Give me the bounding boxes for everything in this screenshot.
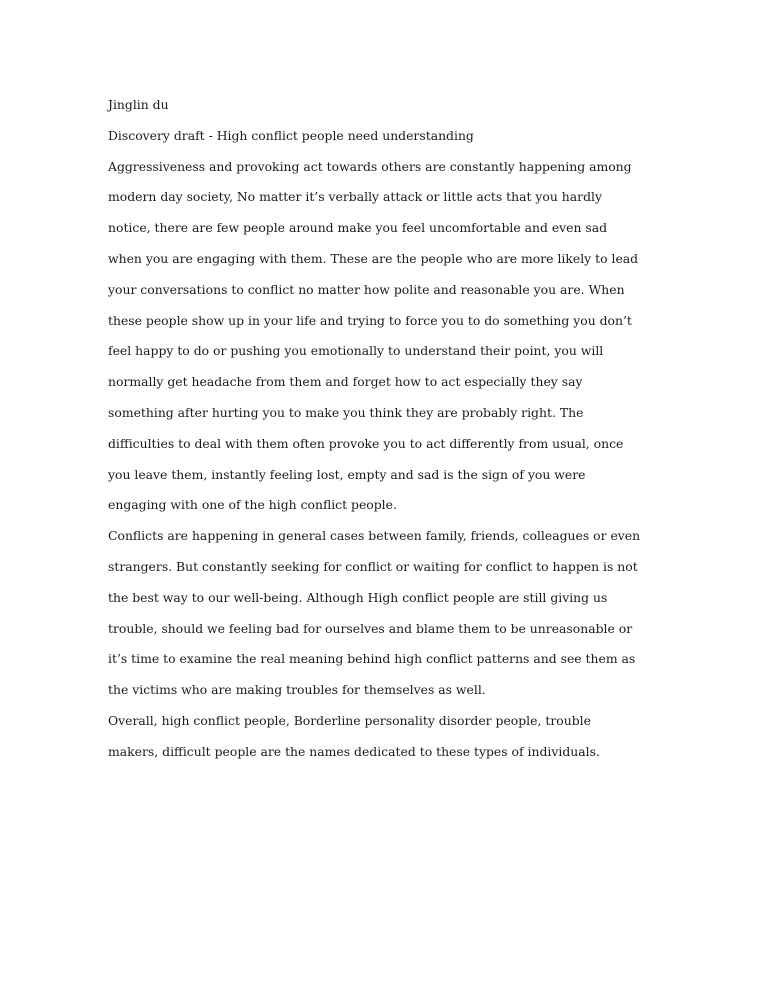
document-title: Discovery draft - High conflict people need understanding [108, 127, 474, 143]
author-name: Jinglin du [108, 97, 169, 112]
paragraph-line: when you are engaging with them. These are the people who are more likely to lead [108, 250, 639, 266]
paragraph-line: notice, there are few people around make you feel uncomfortable and even sad [108, 220, 608, 236]
paragraph-3 [108, 706, 668, 768]
paragraph-line: feel happy to do or pushing you emotionally to understand their point, you will [108, 343, 604, 359]
paragraph-line: these people show up in your life and trying to force you to do something you don’t [108, 312, 632, 328]
paragraph-line: difficulties to deal with them often provoke you to act differently from usual, once [108, 435, 624, 451]
paragraph-line: Overall, high conflict people, Borderline personality disorder people, trouble [108, 712, 591, 728]
paragraph-line: something after hurting you to make you think they are probably right. The [108, 404, 584, 420]
paragraph-line: it’s time to examine the real meaning behind high conflict patterns and see them as [108, 651, 636, 667]
paragraph-line: the best way to our well-being. Although High conflict people are still giving us [108, 589, 608, 605]
paragraph-line: engaging with one of the high conflict people. [108, 497, 397, 513]
paragraph-line: makers, difficult people are the names dedicated to these types of individuals. [108, 743, 600, 759]
paragraph-line: modern day society, No matter it’s verbally attack or little acts that you hardly [108, 189, 602, 205]
paragraph-1 [108, 152, 668, 522]
paragraph-line: the victims who are making troubles for themselves as well. [108, 682, 486, 698]
paragraph-line: normally get headache from them and forget how to act especially they say [108, 374, 583, 390]
document-body [108, 90, 668, 768]
paragraph-line: your conversations to conflict no matter how polite and reasonable you are. When [108, 281, 625, 297]
paragraph-2 [108, 521, 668, 706]
paragraph-line: strangers. But constantly seeking for conflict or waiting for conflict to happen is not [108, 558, 638, 574]
paragraph-line: trouble, should we feeling bad for ourselves and blame them to be unreasonable or [108, 620, 633, 636]
paragraph-line: Aggressiveness and provoking act towards others are constantly happening among [108, 158, 632, 174]
paragraph-line: you leave them, instantly feeling lost, empty and sad is the sign of you were [108, 466, 586, 482]
paragraph-line: Conflicts are happening in general cases between family, friends, colleagues or even [108, 528, 641, 544]
